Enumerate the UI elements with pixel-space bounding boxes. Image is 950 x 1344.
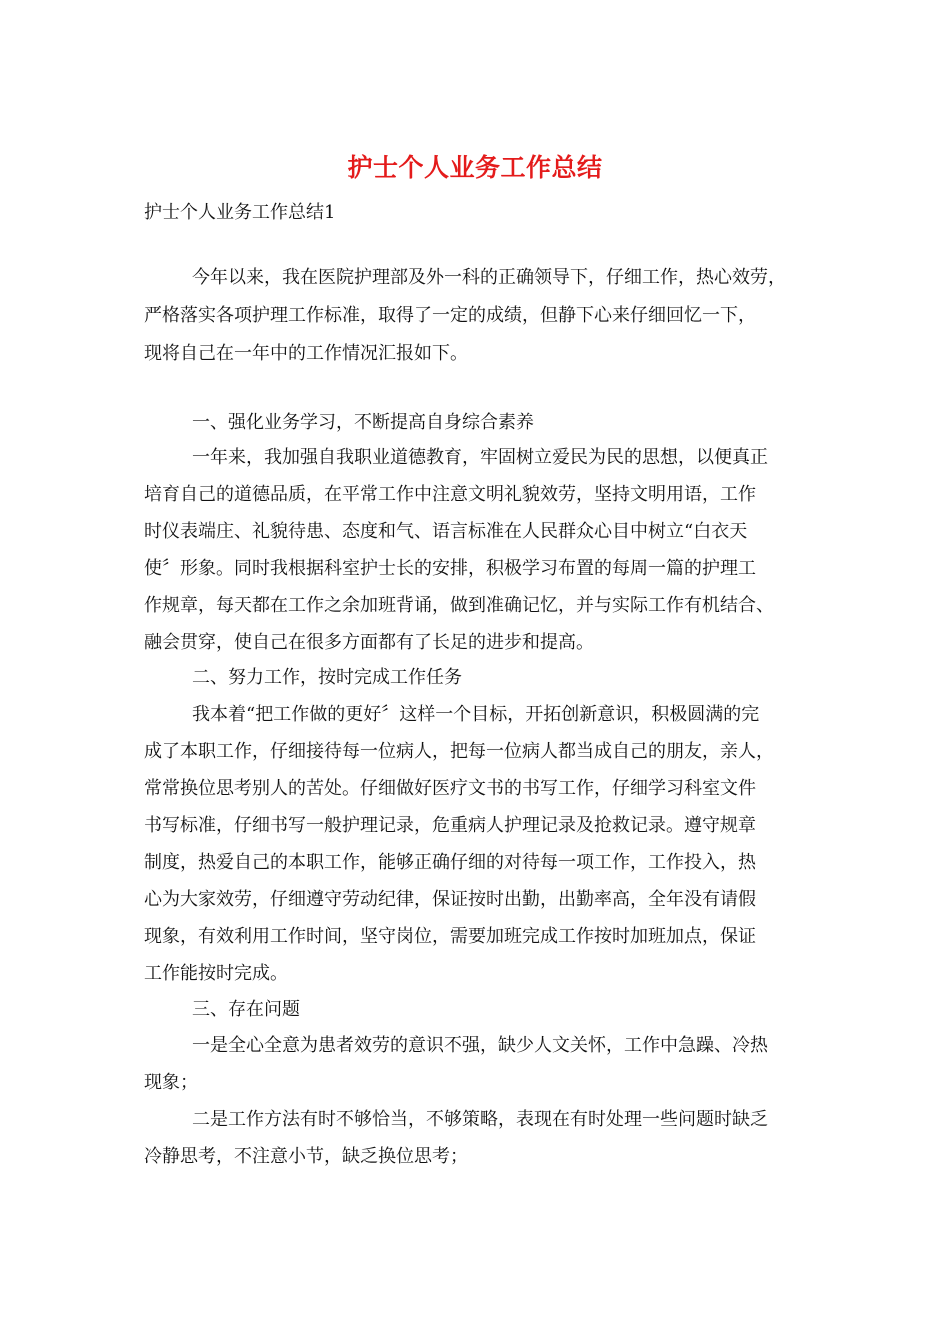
paragraph-line: 一是全心全意为患者效劳的意识不强，缺少人文关怀，工作中急躁、冷热 — [192, 1035, 768, 1056]
paragraph-line: 现象； — [144, 1072, 198, 1093]
paragraph-line: 融会贯穿，使自己在很多方面都有了长足的进步和提高。 — [144, 632, 594, 653]
paragraph-line: 现将自己在一年中的工作情况汇报如下。 — [144, 343, 468, 364]
paragraph-line: 二是工作方法有时不够恰当，不够策略，表现在有时处理一些问题时缺乏 — [192, 1109, 768, 1130]
document-subtitle: 护士个人业务工作总结1 — [144, 202, 336, 223]
section-heading: 三、存在问题 — [192, 999, 300, 1020]
section-heading: 二、努力工作，按时完成工作任务 — [192, 667, 462, 688]
paragraph-line: 作规章，每天都在工作之余加班背诵，做到准确记忆，并与实际工作有机结合、 — [144, 595, 774, 616]
paragraph-line: 今年以来，我在医院护理部及外一科的正确领导下，仔细工作，热心效劳， — [192, 267, 786, 288]
paragraph-line: 冷静思考，不注意小节，缺乏换位思考； — [144, 1146, 468, 1167]
section-heading: 一、强化业务学习，不断提高自身综合素养 — [192, 412, 534, 433]
paragraph-line: 制度，热爱自己的本职工作，能够正确仔细的对待每一项工作，工作投入，热 — [144, 852, 756, 873]
paragraph-line: 时仪表端庄、礼貌待患、态度和气、语言标准在人民群众心目中树立“白衣天 — [144, 521, 748, 542]
paragraph-line: 现象，有效利用工作时间，坚守岗位，需要加班完成工作按时加班加点，保证 — [144, 926, 756, 947]
paragraph-line: 工作能按时完成。 — [144, 963, 288, 984]
paragraph-line: 常常换位思考别人的苦处。仔细做好医疗文书的书写工作，仔细学习科室文件 — [144, 778, 756, 799]
paragraph-line: 成了本职工作，仔细接待每一位病人，把每一位病人都当成自己的朋友，亲人， — [144, 741, 774, 762]
paragraph-line: 使〞形象。同时我根据科室护士长的安排，积极学习布置的每周一篇的护理工 — [144, 558, 756, 579]
paragraph-line: 培育自己的道德品质，在平常工作中注意文明礼貌效劳，坚持文明用语，工作 — [144, 484, 756, 505]
paragraph-line: 书写标准，仔细书写一般护理记录，危重病人护理记录及抢救记录。遵守规章 — [144, 815, 756, 836]
document-title: 护士个人业务工作总结 — [347, 153, 603, 182]
paragraph-line: 心为大家效劳，仔细遵守劳动纪律，保证按时出勤，出勤率高，全年没有请假 — [144, 889, 756, 910]
paragraph-line: 一年来，我加强自我职业道德教育，牢固树立爱民为民的思想，以便真正 — [192, 447, 768, 468]
paragraph-line: 严格落实各项护理工作标准，取得了一定的成绩，但静下心来仔细回忆一下， — [144, 305, 756, 326]
paragraph-line: 我本着“把工作做的更好〞这样一个目标，开拓创新意识，积极圆满的完 — [192, 704, 760, 725]
